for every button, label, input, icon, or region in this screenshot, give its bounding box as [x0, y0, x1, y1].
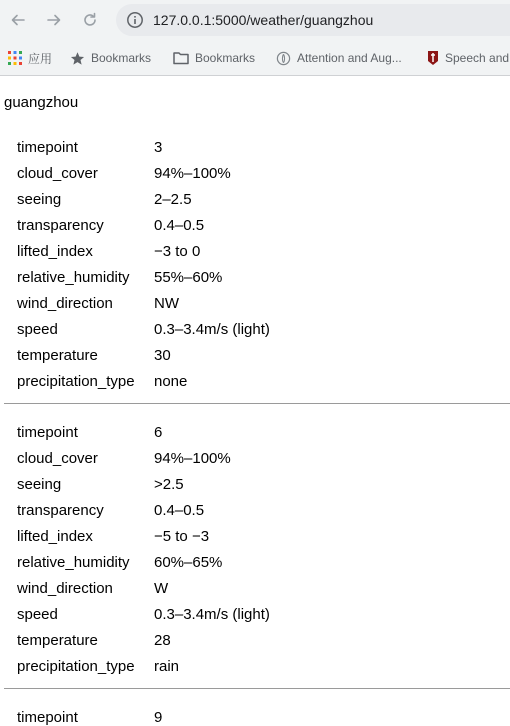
bookmark-folder[interactable] [173, 49, 255, 67]
forecast-row [17, 601, 510, 627]
field-value: 9 [154, 708, 163, 726]
field-key: cloud_cover [17, 449, 98, 467]
field-value: 55%–60% [154, 268, 223, 286]
field-key: timepoint [17, 423, 78, 441]
field-value: 2–2.5 [154, 190, 192, 208]
forecast-row [17, 264, 510, 290]
forecast-row [17, 238, 510, 264]
forecast-row [17, 445, 510, 471]
field-key: precipitation_type [17, 372, 135, 390]
field-value: 94%–100% [154, 164, 231, 182]
field-value: >2.5 [154, 475, 184, 493]
bookmark-label: Bookmarks [91, 51, 152, 65]
reload-icon [81, 11, 99, 29]
forecast-row [17, 160, 510, 186]
field-key: wind_direction [17, 294, 113, 312]
globe-icon [276, 51, 291, 66]
forecast-list [0, 134, 510, 726]
field-key: precipitation_type [17, 657, 135, 675]
field-value: 28 [154, 631, 171, 649]
field-key: lifted_index [17, 242, 93, 260]
address-bar[interactable] [116, 4, 510, 36]
forecast-row [17, 212, 510, 238]
field-value: 6 [154, 423, 163, 441]
info-icon[interactable] [126, 11, 144, 29]
bookmark-attention[interactable] [276, 49, 402, 67]
field-value: W [154, 579, 169, 597]
field-key: timepoint [17, 708, 78, 726]
bookmark-label: 应用 [28, 51, 53, 66]
field-value: none [154, 372, 188, 390]
forecast-row [17, 368, 510, 394]
field-key: temperature [17, 346, 98, 364]
field-value: 30 [154, 346, 171, 364]
field-key: seeing [17, 475, 62, 493]
field-key: wind_direction [17, 579, 113, 597]
bookmark-label: Bookmarks [195, 51, 256, 65]
field-key: lifted_index [17, 527, 93, 545]
back-button[interactable] [6, 8, 30, 32]
divider [4, 688, 510, 689]
url-text[interactable]: 127.0.0.1:5000/weather/guangzhou [153, 12, 374, 28]
forecast-row [17, 497, 510, 523]
forecast-row [17, 523, 510, 549]
arrow-left-icon [9, 11, 27, 29]
forecast-row [17, 419, 510, 445]
field-value: 0.3–3.4m/s (light) [154, 320, 270, 338]
bookmark-label: Speech and [445, 51, 510, 65]
forecast-row [17, 471, 510, 497]
browser-toolbar [0, 0, 510, 40]
field-key: transparency [17, 216, 104, 234]
forward-button[interactable] [42, 8, 66, 32]
field-value: 3 [154, 138, 163, 156]
bookmarks-bar [0, 40, 510, 76]
bookmark-label: Attention and Aug... [297, 51, 402, 65]
forecast-row [17, 653, 510, 679]
bookmark-apps[interactable] [8, 49, 52, 67]
field-key: temperature [17, 631, 98, 649]
field-key: seeing [17, 190, 62, 208]
forecast-row [17, 704, 510, 726]
bookmark-speech[interactable] [427, 49, 509, 67]
reload-button[interactable] [78, 8, 102, 32]
forecast-block [0, 134, 510, 394]
field-key: speed [17, 320, 58, 338]
field-value: 0.3–3.4m/s (light) [154, 605, 270, 623]
field-key: timepoint [17, 138, 78, 156]
forecast-row [17, 342, 510, 368]
city-heading: guangzhou [4, 94, 79, 111]
stanford-logo-icon [427, 50, 439, 66]
field-value: 0.4–0.5 [154, 216, 205, 234]
field-value: rain [154, 657, 180, 675]
forecast-row [17, 134, 510, 160]
apps-grid-icon [8, 51, 22, 65]
forecast-block [0, 419, 510, 679]
field-value: −5 to −3 [154, 527, 210, 545]
bookmark-star[interactable] [70, 49, 151, 67]
field-key: speed [17, 605, 58, 623]
forecast-row [17, 186, 510, 212]
field-value: 0.4–0.5 [154, 501, 205, 519]
field-key: cloud_cover [17, 164, 98, 182]
field-value: 94%–100% [154, 449, 231, 467]
forecast-row [17, 549, 510, 575]
field-value: −3 to 0 [154, 242, 201, 260]
forecast-row [17, 575, 510, 601]
field-key: transparency [17, 501, 104, 519]
forecast-row [17, 627, 510, 653]
forecast-row [17, 316, 510, 342]
star-icon [70, 51, 85, 66]
field-value: 60%–65% [154, 553, 223, 571]
field-key: relative_humidity [17, 268, 130, 286]
forecast-block [0, 704, 510, 726]
field-value: NW [154, 294, 179, 312]
folder-icon [173, 51, 189, 65]
arrow-right-icon [45, 11, 63, 29]
divider [4, 403, 510, 404]
field-key: relative_humidity [17, 553, 130, 571]
forecast-row [17, 290, 510, 316]
